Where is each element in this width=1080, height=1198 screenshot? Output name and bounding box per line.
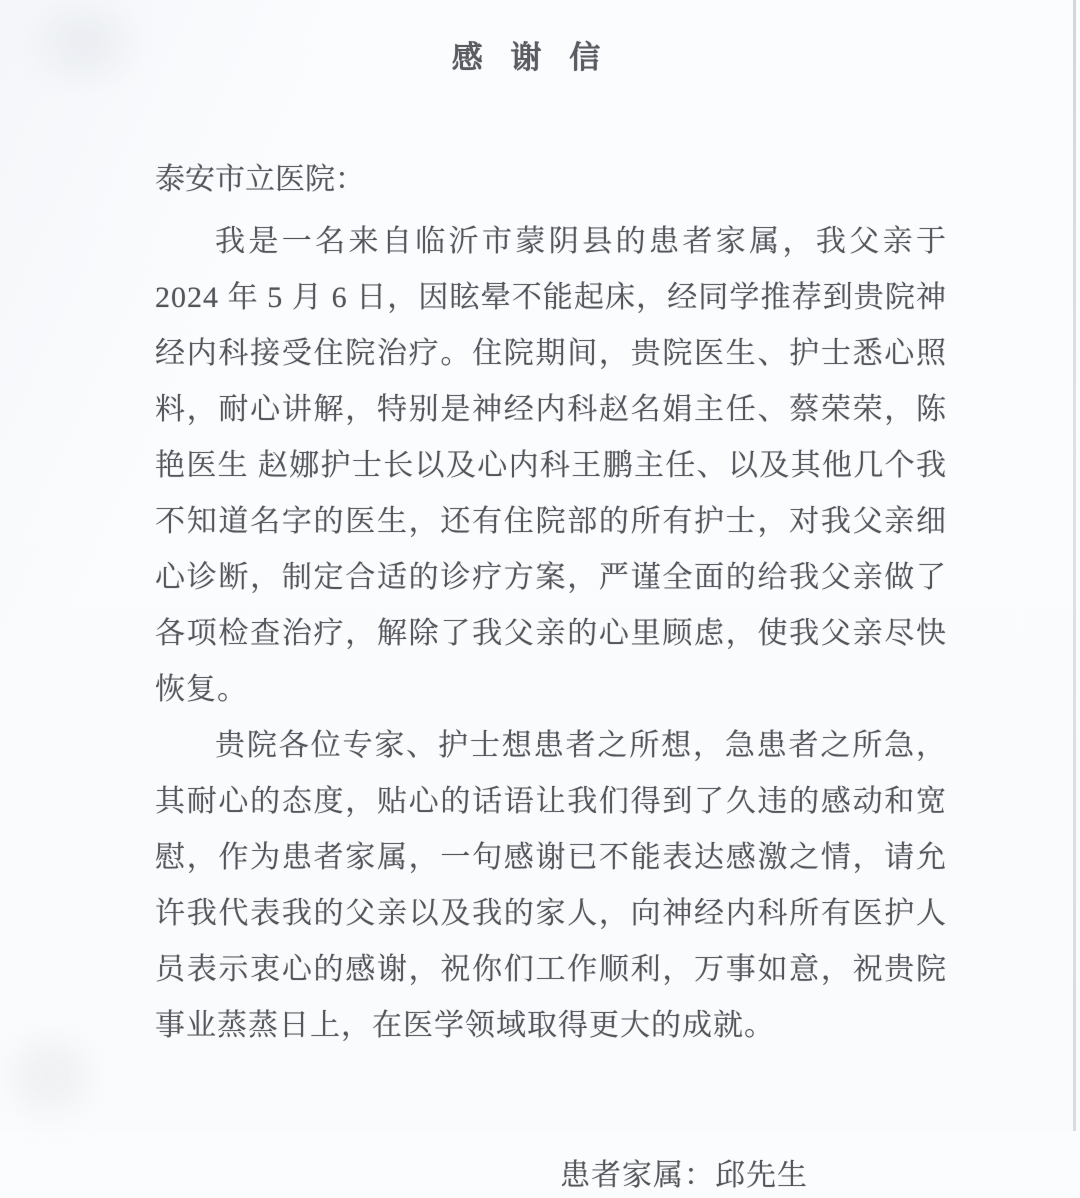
letter-signature: 患者家属：邱先生: [560, 1159, 808, 1192]
letter-paragraph-1: 我是一名来自临沂市蒙阴县的患者家属，我父亲于 2024 年 5 月 6 日，因眩晕不能起床，经同学推荐到贵院神经内科接受住院治疗。住院期间，贵院医生、护士悉心照料，耐心讲解，特别是神经内科赵名娟主任、蔡荣荣，陈艳医生 赵娜护士长以及心内科王鹏主任、以及其他几个我不知道名字的医生，还有住院部的所有护士，对我父亲细心诊断，制定合适的诊疗方案，严谨全面的给我父亲做了各项检查治疗，解除了我父亲的心里顾虑，使我父亲尽快恢复。: [155, 225, 947, 706]
letter-salutation: 泰安市立医院：: [155, 163, 365, 196]
scan-edge-line: [1073, 0, 1076, 1131]
scan-smudge-bottom-left: [0, 1031, 110, 1121]
letter-paragraph-2: 贵院各位专家、护士想患者之所想，急患者之所急，其耐心的态度，贴心的话语让我们得到了久违的感动和宽慰，作为患者家属，一句感谢已不能表达感激之情，请允许我代表我的父亲以及我的家人，向神经内科所有医护人员表示衷心的感谢，祝你们工作顺利，万事如意，祝贵院事业蒸蒸日上，在医学领域取得更大的成就。: [155, 729, 947, 1042]
letter-title: 感 谢 信: [451, 40, 611, 75]
letter-body: [155, 38, 947, 1198]
scan-smudge-top-left: [10, 8, 160, 78]
